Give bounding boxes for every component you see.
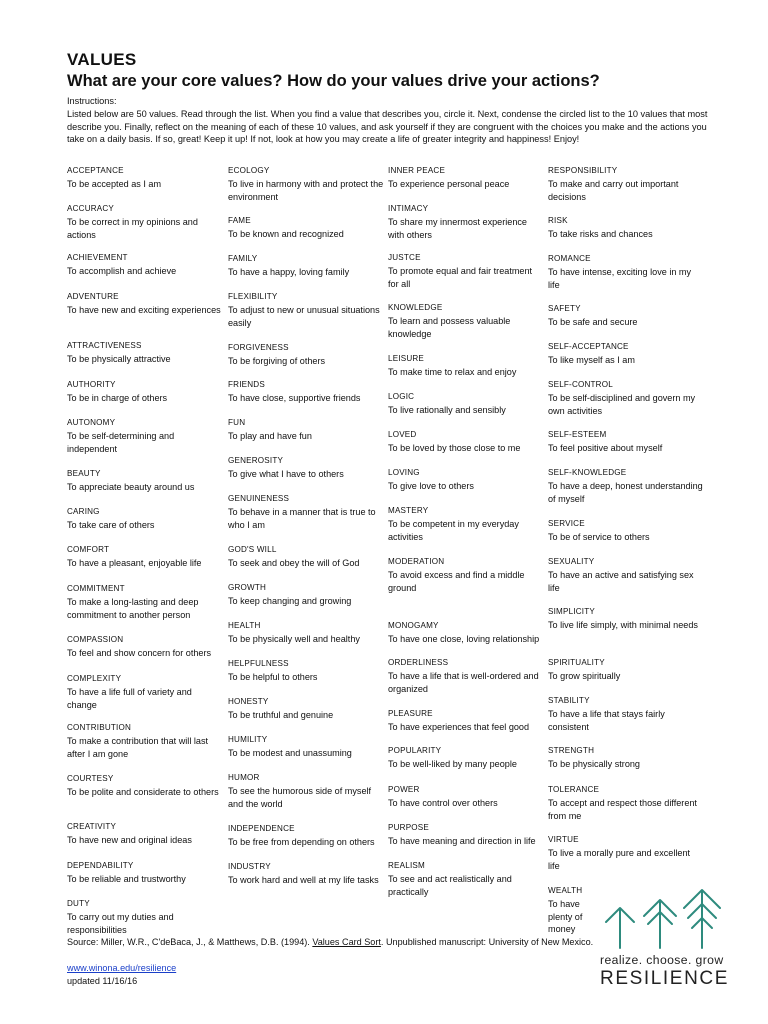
value-description: To accomplish and achieve [67, 266, 177, 276]
value-description: To have control over others [388, 798, 498, 808]
value-item [388, 505, 544, 543]
value-name: FAME [228, 216, 251, 225]
value-item [228, 291, 384, 329]
value-item [228, 582, 384, 608]
value-description: To have a happy, loving family [228, 267, 350, 277]
value-item [388, 391, 544, 417]
value-item [388, 860, 544, 898]
value-item [67, 773, 223, 799]
value-name: MASTERY [388, 506, 429, 515]
value-name: PURPOSE [388, 823, 429, 832]
value-description: To live a morally pure and excellent life [548, 848, 691, 871]
instructions-label: Instructions: [67, 96, 117, 106]
value-description: To have close, supportive friends [228, 393, 361, 403]
source-prefix: Source: Miller, W.R., C'deBaca, J., & Matthews, D.B. (1994). [67, 937, 310, 947]
arrows-logo-icon [598, 888, 738, 952]
value-item [67, 379, 223, 405]
value-description: To have new and original ideas [67, 835, 192, 845]
value-item [67, 340, 223, 366]
value-description: To be loved by those close to me [388, 443, 521, 453]
value-description: To feel positive about myself [548, 443, 663, 453]
value-name: RESPONSIBILITY [548, 166, 618, 175]
value-name: CARING [67, 507, 100, 516]
value-name: DUTY [67, 899, 90, 908]
value-description: To see the humorous side of myself and the world [228, 786, 372, 809]
value-description: To be accepted as I am [67, 179, 162, 189]
value-item [548, 784, 704, 822]
value-name: MODERATION [388, 557, 445, 566]
value-name: ROMANCE [548, 254, 591, 263]
value-item [548, 165, 704, 203]
value-name: CREATIVITY [67, 822, 117, 831]
value-item [548, 429, 704, 455]
value-description: To make a contribution that will last after I am gone [67, 736, 209, 759]
value-description: To have new and exciting experiences [67, 305, 221, 315]
value-name: WEALTH [548, 886, 583, 895]
value-item [67, 417, 223, 455]
value-item [388, 467, 544, 493]
value-name: GROWTH [228, 583, 267, 592]
value-name: SELF-ESTEEM [548, 430, 607, 439]
value-description: To have experiences that feel good [388, 722, 530, 732]
value-name: SERVICE [548, 519, 585, 528]
value-name: STRENGTH [548, 746, 595, 755]
value-name: FLEXIBILITY [228, 292, 278, 301]
value-description: To be self-disciplined and govern my own activities [548, 393, 696, 416]
value-description: To work hard and well at my life tasks [228, 875, 379, 885]
value-description: To live rationally and sensibly [388, 405, 506, 415]
value-description: To make a long-lasting and deep commitment to another person [67, 597, 199, 620]
value-name: POWER [388, 785, 420, 794]
value-description: To have a deep, honest understanding of myself [548, 481, 703, 504]
value-name: INNER PEACE [388, 166, 446, 175]
value-item [548, 253, 704, 291]
value-description: To be safe and secure [548, 317, 638, 327]
value-description: To play and have fun [228, 431, 312, 441]
value-description: To share my innermost experience with others [388, 217, 527, 240]
value-item [228, 342, 384, 368]
value-description: To carry out my duties and responsibilities [67, 912, 174, 935]
value-description: To be physically attractive [67, 354, 171, 364]
value-name: ECOLOGY [228, 166, 270, 175]
value-description: To like myself as I am [548, 355, 635, 365]
value-description: To see and act realistically and practically [388, 874, 512, 897]
value-name: REALISM [388, 861, 425, 870]
value-item [228, 544, 384, 570]
value-description: To have a life full of variety and change [67, 687, 192, 710]
value-description: To be forgiving of others [228, 356, 326, 366]
value-description: To promote equal and fair treatment for all [388, 266, 533, 289]
value-item [228, 379, 384, 405]
value-name: INTIMACY [388, 204, 429, 213]
value-name: MONOGAMY [388, 621, 439, 630]
value-description: To feel and show concern for others [67, 648, 212, 658]
value-item [228, 861, 384, 887]
value-item [228, 620, 384, 646]
value-description: To give love to others [388, 481, 474, 491]
source-suffix: . Unpublished manuscript: University of New Mexico. [380, 937, 594, 947]
value-description: To be helpful to others [228, 672, 318, 682]
value-item [228, 734, 384, 760]
value-item [388, 708, 544, 734]
value-name: STABILITY [548, 696, 590, 705]
value-item [548, 745, 704, 771]
value-item [67, 291, 223, 317]
value-name: PLEASURE [388, 709, 433, 718]
value-item [388, 657, 544, 695]
page-title: VALUES [67, 50, 137, 69]
updated-date: updated 11/16/16 [67, 976, 138, 986]
value-item [228, 658, 384, 684]
value-item [67, 583, 223, 621]
value-description: To keep changing and growing [228, 596, 352, 606]
value-description: To adjust to new or unusual situations easily [228, 305, 380, 328]
value-name: FAMILY [228, 254, 258, 263]
value-name: SELF-CONTROL [548, 380, 613, 389]
value-description: To make time to relax and enjoy [388, 367, 517, 377]
value-name: INDEPENDENCE [228, 824, 295, 833]
value-name: COMMITMENT [67, 584, 125, 593]
value-item [388, 165, 544, 191]
value-description: To be in charge of others [67, 393, 168, 403]
value-description: To experience personal peace [388, 179, 510, 189]
value-name: GENUINENESS [228, 494, 290, 503]
value-description: To have one close, loving relationship [388, 634, 540, 644]
value-item [228, 165, 384, 203]
value-name: AUTONOMY [67, 418, 116, 427]
value-name: FUN [228, 418, 246, 427]
value-description: To be correct in my opinions and actions [67, 217, 198, 240]
logo-brand: RESILIENCE [600, 968, 729, 989]
value-description: To be reliable and trustworthy [67, 874, 186, 884]
value-name: ATTRACTIVENESS [67, 341, 142, 350]
value-name: SIMPLICITY [548, 607, 595, 616]
value-description: To avoid excess and find a middle ground [388, 570, 525, 593]
value-item [548, 695, 704, 733]
value-description: To be known and recognized [228, 229, 344, 239]
value-item [67, 252, 223, 278]
value-name: ACCEPTANCE [67, 166, 124, 175]
value-description: To live in harmony with and protect the environment [228, 179, 384, 202]
value-item [67, 468, 223, 494]
value-name: HUMILITY [228, 735, 268, 744]
value-name: DEPENDABILITY [67, 861, 134, 870]
value-description: To have meaning and direction in life [388, 836, 536, 846]
value-name: ACHIEVEMENT [67, 253, 128, 262]
value-name: SAFETY [548, 304, 581, 313]
value-name: POPULARITY [388, 746, 442, 755]
value-item [388, 556, 544, 594]
value-item [67, 821, 223, 847]
instructions-text: Listed below are 50 values. Read through the list. When you find a value that describes you, circle it. Next, condense the circled list to the 10 values that most describe you. Finally, reflect on the meaning of each of these 10 values, and ask yourself if they are congruent with the choices you make and the actions you take on a daily basis. If so, great! Keep it up! If not, look at how you may create a life of greater integrity and happiness! Enjoy! [67, 109, 708, 145]
value-item [67, 544, 223, 570]
value-name: SELF-KNOWLEDGE [548, 468, 627, 477]
value-name: ADVENTURE [67, 292, 119, 301]
value-description: To have a life that is well-ordered and organized [388, 671, 539, 694]
value-description: To be physically strong [548, 759, 640, 769]
value-item [548, 379, 704, 417]
value-name: COMPASSION [67, 635, 124, 644]
value-name: LEISURE [388, 354, 425, 363]
value-name: ORDERLINESS [388, 658, 449, 667]
value-name: KNOWLEDGE [388, 303, 443, 312]
value-item [388, 302, 544, 340]
value-name: ACCURACY [67, 204, 115, 213]
value-description: To seek and obey the will of God [228, 558, 360, 568]
value-name: COMPLEXITY [67, 674, 122, 683]
value-item [67, 673, 223, 711]
value-description: To learn and possess valuable knowledge [388, 316, 511, 339]
value-item [548, 518, 704, 544]
value-item [388, 353, 544, 379]
value-name: GENEROSITY [228, 456, 284, 465]
value-item [548, 341, 704, 367]
value-item [67, 165, 223, 191]
value-name: LOVING [388, 468, 420, 477]
value-item [67, 634, 223, 660]
value-description: To give what I have to others [228, 469, 344, 479]
value-item [228, 772, 384, 810]
value-item [67, 722, 223, 760]
value-description: To have intense, exciting love in my life [548, 267, 692, 290]
value-description: To have a pleasant, enjoyable life [67, 558, 202, 568]
value-name: COURTESY [67, 774, 114, 783]
value-description: To be of service to others [548, 532, 650, 542]
value-item [228, 696, 384, 722]
value-item [67, 898, 223, 936]
value-name: HONESTY [228, 697, 269, 706]
value-item [228, 493, 384, 531]
value-item [388, 822, 544, 848]
value-description: To have an active and satisfying sex life [548, 570, 694, 593]
value-description: To be truthful and genuine [228, 710, 334, 720]
value-name: AUTHORITY [67, 380, 116, 389]
value-description: To be self-determining and independent [67, 431, 175, 454]
value-name: SEXUALITY [548, 557, 595, 566]
value-item [388, 784, 544, 810]
value-item [548, 834, 704, 872]
value-name: HELPFULNESS [228, 659, 289, 668]
value-item [228, 823, 384, 849]
value-item [67, 860, 223, 886]
resilience-link[interactable]: www.winona.edu/resilience [67, 963, 177, 973]
page-subtitle: What are your core values? How do your values drive your actions? [67, 72, 600, 90]
value-description: To grow spiritually [548, 671, 621, 681]
value-item [548, 303, 704, 329]
value-description: To live life simply, with minimal needs [548, 620, 698, 630]
value-description: To make and carry out important decisions [548, 179, 679, 202]
value-name: LOVED [388, 430, 417, 439]
value-name: SPIRITUALITY [548, 658, 605, 667]
value-item [548, 606, 704, 632]
value-item [548, 657, 704, 683]
value-name: VIRTUE [548, 835, 579, 844]
value-item [67, 506, 223, 532]
value-name: BEAUTY [67, 469, 101, 478]
value-description: To be free from depending on others [228, 837, 375, 847]
source-citation [67, 936, 597, 949]
source-title: Values Card Sort [312, 937, 381, 947]
value-item [548, 467, 704, 505]
value-name: JUSTCE [388, 253, 421, 262]
value-description: To take risks and chances [548, 229, 653, 239]
value-description: To appreciate beauty around us [67, 482, 195, 492]
value-name: FRIENDS [228, 380, 265, 389]
value-item [388, 745, 544, 771]
value-description: To behave in a manner that is true to who I am [228, 507, 376, 530]
value-name: FORGIVENESS [228, 343, 289, 352]
logo-tagline: realize. choose. grow [600, 953, 724, 967]
value-item [228, 417, 384, 443]
value-description: To take care of others [67, 520, 155, 530]
value-name: INDUSTRY [228, 862, 271, 871]
value-name: RISK [548, 216, 568, 225]
value-description: To have a life that stays fairly consistent [548, 709, 665, 732]
value-item [228, 253, 384, 279]
value-name: SELF-ACCEPTANCE [548, 342, 629, 351]
value-item [548, 556, 704, 594]
value-item [228, 455, 384, 481]
value-description: To be modest and unassuming [228, 748, 352, 758]
value-item [388, 203, 544, 241]
value-name: CONTRIBUTION [67, 723, 132, 732]
value-name: TOLERANCE [548, 785, 600, 794]
value-description: To be well-liked by many people [388, 759, 517, 769]
value-description: To have plenty of money [548, 899, 583, 935]
value-description: To accept and respect those different from me [548, 798, 697, 821]
value-item [67, 203, 223, 241]
value-name: HEALTH [228, 621, 261, 630]
value-description: To be competent in my everyday activities [388, 519, 519, 542]
value-item [388, 252, 544, 290]
value-name: GOD'S WILL [228, 545, 277, 554]
value-name: HUMOR [228, 773, 260, 782]
value-item [228, 215, 384, 241]
value-description: To be polite and considerate to others [67, 787, 219, 797]
value-item [388, 429, 544, 455]
value-name: COMFORT [67, 545, 110, 554]
value-description: To be physically well and healthy [228, 634, 360, 644]
value-item [548, 215, 704, 241]
value-name: LOGIC [388, 392, 415, 401]
value-item [388, 620, 544, 646]
